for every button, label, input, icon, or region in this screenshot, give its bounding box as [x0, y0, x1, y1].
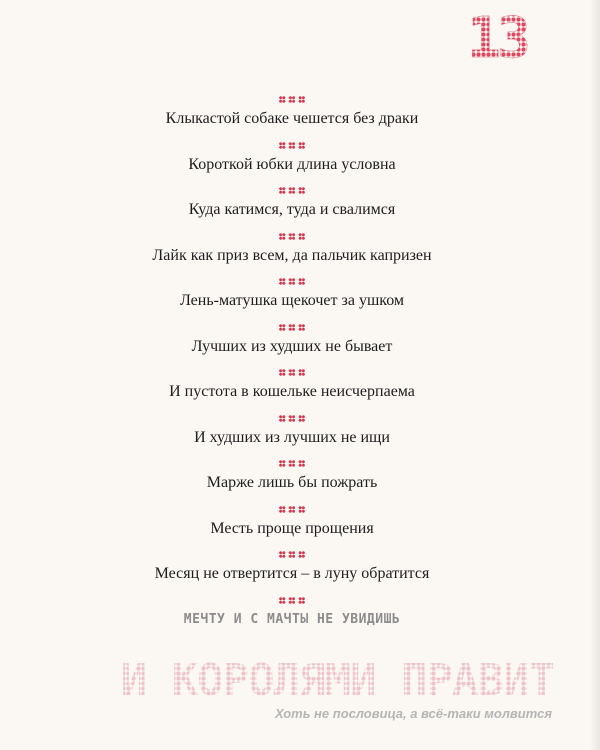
- dot-divider-icon: [279, 369, 305, 376]
- dot-divider-icon: [279, 324, 305, 331]
- saying-text: Короткой юбки длина условна: [188, 155, 396, 173]
- saying-item: [0, 460, 584, 506]
- dot-divider-icon: [279, 415, 305, 422]
- dot-divider-icon: [279, 142, 305, 149]
- saying-text: Лайк как приз всем, да пальчик капризен: [152, 246, 432, 264]
- page-number: 13: [467, 5, 527, 71]
- saying-item: [0, 187, 584, 233]
- saying-text: Куда катимся, туда и свалимся: [188, 201, 396, 218]
- saying-text: И пустота в кошельке неисчерпаема: [169, 383, 415, 400]
- saying-text: Марже лишь бы пожрать: [206, 474, 378, 491]
- saying-item: [0, 96, 584, 142]
- chapter-subtitle: Хоть не пословица, а всё-таки молвится: [275, 706, 552, 721]
- saying-item: [0, 551, 584, 597]
- dot-divider-icon: [279, 506, 305, 513]
- saying-item: [0, 142, 584, 188]
- dot-divider-icon: [279, 233, 305, 240]
- saying-highlight-text: МЕЧТУ И С МАЧТЫ НЕ УВИДИШЬ: [183, 611, 401, 627]
- dot-divider-icon: [279, 278, 305, 285]
- saying-item-highlight: [0, 597, 584, 643]
- dot-divider-icon: [279, 597, 305, 604]
- saying-text: Клыкастой собаке чешется без драки: [165, 110, 419, 127]
- saying-text: Лень-матушка щекочет за ушком: [179, 292, 405, 309]
- dot-divider-icon: [279, 460, 305, 467]
- saying-text: Месть проще прощения: [210, 519, 374, 537]
- dot-divider-icon: [279, 96, 305, 103]
- saying-item: [0, 278, 584, 324]
- saying-text: Месяц не отвертится – в луну обратится: [154, 565, 430, 582]
- dot-divider-icon: [279, 187, 305, 194]
- saying-item: [0, 415, 584, 461]
- dot-divider-icon: [279, 551, 305, 558]
- saying-text: Лучших из худших не бывает: [191, 337, 393, 355]
- saying-item: [0, 324, 584, 370]
- sayings-list: [0, 96, 584, 642]
- page-edge: [590, 0, 600, 750]
- saying-item: [0, 506, 584, 552]
- saying-item: [0, 369, 584, 415]
- chapter-title: И КОРОЛЯМИ ПРАВИТ: [120, 655, 554, 706]
- saying-item: [0, 233, 584, 279]
- saying-text: И худших из лучших не ищи: [194, 428, 390, 446]
